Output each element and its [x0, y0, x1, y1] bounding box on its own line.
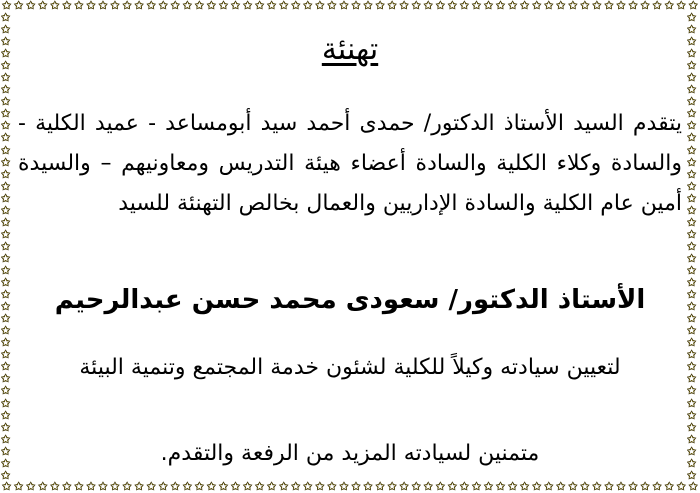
star-icon: ✩ — [495, 481, 506, 493]
star-icon: ✩ — [676, 0, 686, 12]
star-icon: ✩ — [14, 481, 24, 493]
star-icon: ✩ — [26, 481, 36, 493]
star-icon: ✩ — [1, 396, 11, 410]
star-icon: ✩ — [182, 0, 192, 12]
star-icon: ✩ — [1, 444, 11, 458]
star-icon: ✩ — [182, 481, 192, 493]
closing-wishes: متمنين لسيادته المزيد من الرفعة والتقدم. — [160, 441, 540, 466]
star-icon: ✩ — [628, 0, 638, 12]
star-icon: ✩ — [254, 481, 265, 493]
star-icon: ✩ — [687, 324, 697, 338]
notice-intro-paragraph: يتقدم السيد الأستاذ الدكتور/ حمدى أحمد سيد أبومساعد - عميد الكلية - والسادة وكلاء الكلية والسادة أعضاء هيئة التدريس ومعاونيهم – والسيدة أمين عام الكلية والسادة الإداريين والعمال بخالص التهنئة للسيد — [18, 111, 682, 216]
star-icon: ✩ — [110, 481, 120, 493]
star-icon: ✩ — [50, 481, 60, 493]
star-icon: ✩ — [423, 481, 433, 493]
star-icon: ✩ — [363, 0, 373, 12]
star-icon: ✩ — [170, 481, 180, 493]
star-icon: ✩ — [1, 384, 11, 398]
star-icon: ✩ — [38, 481, 48, 493]
star-icon: ✩ — [435, 0, 445, 12]
star-icon: ✩ — [604, 481, 614, 493]
star-icon: ✩ — [1, 263, 11, 277]
star-icon: ✩ — [303, 481, 313, 493]
star-icon: ✩ — [1, 420, 11, 434]
star-icon: ✩ — [339, 481, 349, 493]
star-icon: ✩ — [1, 167, 11, 181]
star-border-right — [687, 12, 699, 481]
star-icon: ✩ — [687, 119, 697, 133]
star-icon: ✩ — [146, 481, 156, 493]
star-icon: ✩ — [194, 0, 204, 12]
star-icon: ✩ — [687, 276, 697, 290]
star-icon: ✩ — [507, 0, 518, 12]
star-icon: ✩ — [1, 23, 11, 37]
star-icon: ✩ — [303, 0, 313, 12]
star-icon: ✩ — [544, 481, 554, 493]
star-icon: ✩ — [423, 0, 433, 12]
star-icon: ✩ — [158, 0, 168, 12]
star-icon: ✩ — [687, 107, 697, 121]
star-icon: ✩ — [687, 396, 697, 410]
star-icon: ✩ — [38, 0, 48, 12]
star-border-top — [0, 0, 700, 12]
star-icon: ✩ — [1, 227, 11, 241]
star-icon: ✩ — [687, 360, 697, 374]
star-icon: ✩ — [687, 215, 697, 229]
star-icon: ✩ — [471, 481, 482, 493]
star-icon: ✩ — [687, 83, 697, 97]
star-icon: ✩ — [399, 481, 409, 493]
star-icon: ✩ — [134, 0, 144, 12]
star-icon: ✩ — [604, 0, 614, 12]
star-icon: ✩ — [544, 0, 554, 12]
star-icon: ✩ — [218, 481, 229, 493]
star-icon: ✩ — [170, 0, 180, 12]
star-icon: ✩ — [459, 0, 469, 12]
star-icon: ✩ — [1, 251, 11, 265]
star-icon: ✩ — [1, 83, 11, 97]
star-icon: ✩ — [652, 0, 662, 12]
star-icon: ✩ — [520, 481, 530, 493]
star-icon: ✩ — [1, 95, 11, 109]
star-icon: ✩ — [267, 481, 277, 493]
star-icon: ✩ — [447, 481, 457, 493]
star-icon: ✩ — [267, 0, 277, 12]
star-icon: ✩ — [687, 155, 697, 169]
star-icon: ✩ — [687, 336, 697, 350]
star-icon: ✩ — [327, 0, 337, 12]
star-icon: ✩ — [532, 481, 542, 493]
star-icon: ✩ — [687, 23, 697, 37]
star-icon: ✩ — [1, 324, 11, 338]
star-icon: ✩ — [206, 0, 217, 12]
star-icon: ✩ — [1, 107, 11, 121]
star-icon: ✩ — [206, 481, 217, 493]
star-icon: ✩ — [1, 71, 11, 85]
star-icon: ✩ — [687, 35, 697, 49]
star-icon: ✩ — [687, 432, 697, 446]
star-icon: ✩ — [1, 288, 11, 302]
star-icon: ✩ — [279, 481, 289, 493]
star-icon: ✩ — [1, 119, 11, 133]
star-icon: ✩ — [556, 0, 566, 12]
star-icon: ✩ — [230, 481, 241, 493]
star-icon: ✩ — [556, 481, 566, 493]
star-icon: ✩ — [1, 12, 11, 24]
star-icon: ✩ — [315, 481, 325, 493]
star-icon: ✩ — [375, 481, 385, 493]
star-icon: ✩ — [687, 95, 697, 109]
congratulation-notice — [18, 14, 682, 479]
star-icon: ✩ — [687, 300, 697, 314]
star-icon: ✩ — [495, 0, 506, 12]
star-icon: ✩ — [687, 227, 697, 241]
star-icon: ✩ — [2, 481, 12, 493]
star-icon: ✩ — [687, 47, 697, 61]
star-icon: ✩ — [687, 179, 697, 193]
star-icon: ✩ — [74, 0, 84, 12]
star-icon: ✩ — [1, 408, 11, 422]
star-icon: ✩ — [230, 0, 241, 12]
star-icon: ✩ — [580, 481, 590, 493]
star-icon: ✩ — [1, 131, 11, 145]
star-icon: ✩ — [688, 0, 698, 12]
star-icon: ✩ — [592, 481, 602, 493]
star-icon: ✩ — [387, 481, 397, 493]
star-icon: ✩ — [687, 71, 697, 85]
star-icon: ✩ — [1, 312, 11, 326]
star-icon: ✩ — [687, 131, 697, 145]
star-icon: ✩ — [387, 0, 397, 12]
star-icon: ✩ — [687, 288, 697, 302]
star-icon: ✩ — [1, 215, 11, 229]
star-icon: ✩ — [399, 0, 409, 12]
star-icon: ✩ — [98, 0, 108, 12]
star-icon: ✩ — [1, 360, 11, 374]
star-icon: ✩ — [568, 481, 578, 493]
star-icon: ✩ — [652, 481, 662, 493]
star-icon: ✩ — [327, 481, 337, 493]
star-icon: ✩ — [315, 0, 325, 12]
star-icon: ✩ — [279, 0, 289, 12]
star-icon: ✩ — [1, 143, 11, 157]
star-icon: ✩ — [1, 336, 11, 350]
star-icon: ✩ — [1, 203, 11, 217]
star-icon: ✩ — [1, 432, 11, 446]
star-icon: ✩ — [687, 348, 697, 362]
star-icon: ✩ — [1, 191, 11, 205]
star-icon: ✩ — [122, 481, 132, 493]
star-icon: ✩ — [86, 0, 96, 12]
star-icon: ✩ — [687, 12, 697, 24]
star-icon: ✩ — [580, 0, 590, 12]
star-icon: ✩ — [687, 408, 697, 422]
star-icon: ✩ — [1, 372, 11, 386]
star-icon: ✩ — [26, 0, 36, 12]
star-icon: ✩ — [146, 0, 156, 12]
honoree-name: الأستاذ الدكتور/ سعودى محمد حسن عبدالرحيم — [54, 285, 646, 315]
star-icon: ✩ — [687, 239, 697, 253]
star-icon: ✩ — [483, 0, 494, 12]
star-icon: ✩ — [507, 481, 518, 493]
star-icon: ✩ — [1, 468, 11, 481]
star-icon: ✩ — [459, 481, 469, 493]
star-icon: ✩ — [687, 312, 697, 326]
star-icon: ✩ — [687, 59, 697, 73]
star-icon: ✩ — [110, 0, 120, 12]
star-icon: ✩ — [520, 0, 530, 12]
star-icon: ✩ — [687, 468, 697, 481]
star-icon: ✩ — [568, 0, 578, 12]
star-icon: ✩ — [676, 481, 686, 493]
star-icon: ✩ — [218, 0, 229, 12]
star-icon: ✩ — [687, 456, 697, 470]
star-icon: ✩ — [687, 420, 697, 434]
star-icon: ✩ — [351, 481, 361, 493]
star-icon: ✩ — [688, 481, 698, 493]
star-icon: ✩ — [687, 203, 697, 217]
star-icon: ✩ — [363, 481, 373, 493]
star-icon: ✩ — [98, 481, 108, 493]
star-icon: ✩ — [254, 0, 265, 12]
star-icon: ✩ — [640, 481, 650, 493]
star-icon: ✩ — [1, 348, 11, 362]
star-icon: ✩ — [1, 456, 11, 470]
star-border-left — [1, 12, 13, 481]
star-icon: ✩ — [616, 0, 626, 12]
star-icon: ✩ — [242, 481, 253, 493]
star-icon: ✩ — [86, 481, 96, 493]
star-icon: ✩ — [375, 0, 385, 12]
star-icon: ✩ — [664, 0, 674, 12]
star-icon: ✩ — [532, 0, 542, 12]
star-icon: ✩ — [664, 481, 674, 493]
star-icon: ✩ — [616, 481, 626, 493]
star-icon: ✩ — [687, 263, 697, 277]
star-icon: ✩ — [592, 0, 602, 12]
star-icon: ✩ — [411, 0, 421, 12]
star-icon: ✩ — [122, 0, 132, 12]
star-icon: ✩ — [158, 481, 168, 493]
star-icon: ✩ — [242, 0, 253, 12]
star-icon: ✩ — [1, 155, 11, 169]
star-icon: ✩ — [640, 0, 650, 12]
star-icon: ✩ — [1, 300, 11, 314]
star-icon: ✩ — [687, 444, 697, 458]
star-icon: ✩ — [134, 481, 144, 493]
star-icon: ✩ — [1, 276, 11, 290]
star-icon: ✩ — [1, 59, 11, 73]
star-icon: ✩ — [628, 481, 638, 493]
star-icon: ✩ — [291, 481, 301, 493]
star-icon: ✩ — [1, 35, 11, 49]
notice-title: تهنئة — [321, 32, 379, 67]
star-icon: ✩ — [483, 481, 494, 493]
star-icon: ✩ — [687, 384, 697, 398]
star-icon: ✩ — [687, 251, 697, 265]
star-icon: ✩ — [687, 143, 697, 157]
star-icon: ✩ — [14, 0, 24, 12]
star-icon: ✩ — [74, 481, 84, 493]
star-icon: ✩ — [1, 179, 11, 193]
star-icon: ✩ — [1, 239, 11, 253]
appointment-text: لتعيين سيادته وكيلاً للكلية لشئون خدمة المجتمع وتنمية البيئة — [79, 355, 621, 380]
star-border-bottom — [0, 481, 700, 493]
star-icon: ✩ — [291, 0, 301, 12]
star-icon: ✩ — [435, 481, 445, 493]
star-icon: ✩ — [447, 0, 457, 12]
star-icon: ✩ — [471, 0, 482, 12]
star-icon: ✩ — [687, 191, 697, 205]
star-icon: ✩ — [1, 47, 11, 61]
star-icon: ✩ — [50, 0, 60, 12]
star-icon: ✩ — [62, 481, 72, 493]
star-icon: ✩ — [687, 372, 697, 386]
star-icon: ✩ — [687, 167, 697, 181]
star-icon: ✩ — [62, 0, 72, 12]
star-icon: ✩ — [351, 0, 361, 12]
star-icon: ✩ — [2, 0, 12, 12]
star-icon: ✩ — [411, 481, 421, 493]
star-icon: ✩ — [194, 481, 204, 493]
star-icon: ✩ — [339, 0, 349, 12]
